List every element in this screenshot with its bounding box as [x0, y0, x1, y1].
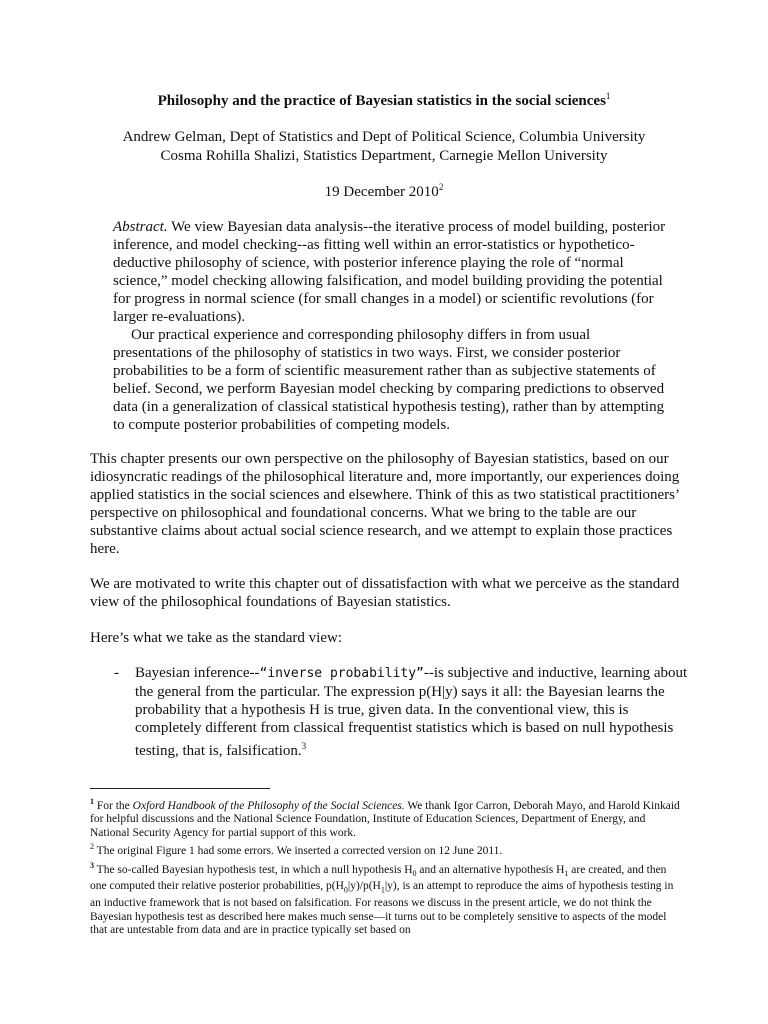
abstract-paragraph: Our practical experience and corresponding philosophy differs in from usual presentations of the philosophy of statistics in two ways. First, we consider posterior probabilities to be a form of scientific measurement rather than as subjective statements of belief. Second, we perform Bayesian model checking by comparing predictions to observed data (in a generalization of classical statistical hypothesis testing), rather than by attempting to compute posterior probabilities of competing models. — [113, 327, 665, 433]
footnote-text: The so-called Bayesian hypothesis test, in which a null hypothesis H — [94, 863, 413, 876]
footnote-text: are created, and then one computed their relative posterior probabilities, p(H — [90, 863, 667, 893]
abstract-label: Abstract. — [113, 219, 168, 235]
abstract — [113, 218, 673, 434]
footnote-2 — [90, 840, 680, 858]
list-item — [90, 664, 690, 760]
list-item-text — [135, 664, 690, 760]
footnote-text: |y), is an attempt to reproduce the aims of hypothesis testing in an inductive framework that is not based on falsification. For reasons we discuss in the present article, we do not think the Bayesian hypothesis test as described here makes much sense—it turns out to be completely sensitive to aspects of the model that are untestable from data and are in practice typically set based on — [90, 880, 674, 937]
footnote-mark: 3 — [90, 860, 94, 870]
handbook-title: Oxford Handbook of the Philosophy of the Social Sciences. — [132, 799, 405, 812]
footnote-text: The original Figure 1 had some errors. We inserted a corrected version on 12 June 2011. — [94, 845, 503, 858]
body-paragraph: Here’s what we take as the standard view: — [90, 630, 342, 646]
footnote-text: |y)/p(H — [347, 880, 381, 893]
bullet-text-start: Bayesian inference-- — [135, 665, 260, 681]
footnote-1 — [90, 795, 680, 840]
footnote-text: and an alternative hypothesis H — [416, 863, 565, 876]
bullet-footnote-mark: 3 — [301, 741, 307, 751]
footnotes — [90, 795, 680, 938]
body-paragraph: We are motivated to write this chapter out of dissatisfaction with what we perceive as the standard view of the philosophical foundations of Bayesian statistics. — [90, 576, 680, 610]
date-footnote-mark: 2 — [438, 182, 444, 192]
paper-title — [0, 91, 768, 110]
paper-title-text: Philosophy and the practice of Bayesian statistics in the social sciences — [157, 93, 606, 109]
footnote-text: We thank Igor Carron, Deborah Mayo, and Harold Kinkaid for helpful discussions and the National Science Foundation, Institute of Education Sciences, Department of Energy, and National Security Agency for partial support of this work. — [90, 799, 680, 839]
bullet-text-rest: --is subjective and inductive, learning about the general from the particular. The expression p(H|y) says it all: the Bayesian learns the probability that a hypothesis H is true, given data. In the conventional view, this is completely different from classical frequentist statistics which is based on null hypothesis testing, that is, falsification. — [135, 665, 688, 759]
footnote-text: For the — [94, 799, 133, 812]
date-text: 19 December 2010 — [324, 184, 439, 200]
abstract-paragraph — [113, 218, 673, 326]
title-footnote-mark: 1 — [605, 91, 611, 101]
footnote-mark: 1 — [90, 797, 94, 806]
paper-date — [0, 182, 768, 201]
inverse-probability-term: “inverse probability” — [259, 666, 424, 681]
body-paragraph: This chapter presents our own perspective on the philosophy of Bayesian statistics, based on our idiosyncratic readings of the philosophical literature and, more importantly, our experiences doing applied statistics in the social sciences and elsewhere. Think of this as two statistical practitioners’ perspective on philosophical and foundational concerns. What we bring to the table are our substantive claims about actual social science research, and we attempt to explain those practices here. — [90, 451, 680, 557]
subscript: 0 — [343, 885, 348, 895]
author-line: Andrew Gelman, Dept of Statistics and Dept of Political Science, Columbia University — [122, 129, 646, 145]
footnote-3 — [90, 859, 680, 938]
subscript: 1 — [380, 885, 385, 895]
footnote-mark: 2 — [90, 842, 94, 852]
author-list — [0, 128, 768, 166]
footnote-separator — [90, 788, 270, 789]
abstract-text: We view Bayesian data analysis--the iterative process of model building, posterior inference, and model checking--as fitting well within an error-statistics or hypothetico-deductive philosophy of science, with posterior inference playing the role of “normal science,” model checking allowing falsification, and model building providing the potential for progress in normal science (for small changes in a model) or scientific revolutions (for larger re-evaluations). — [113, 219, 666, 325]
author-line: Cosma Rohilla Shalizi, Statistics Department, Carnegie Mellon University — [160, 148, 608, 164]
bullet-dash: - — [114, 665, 119, 681]
subscript: 0 — [412, 868, 417, 878]
subscript: 1 — [564, 868, 569, 878]
